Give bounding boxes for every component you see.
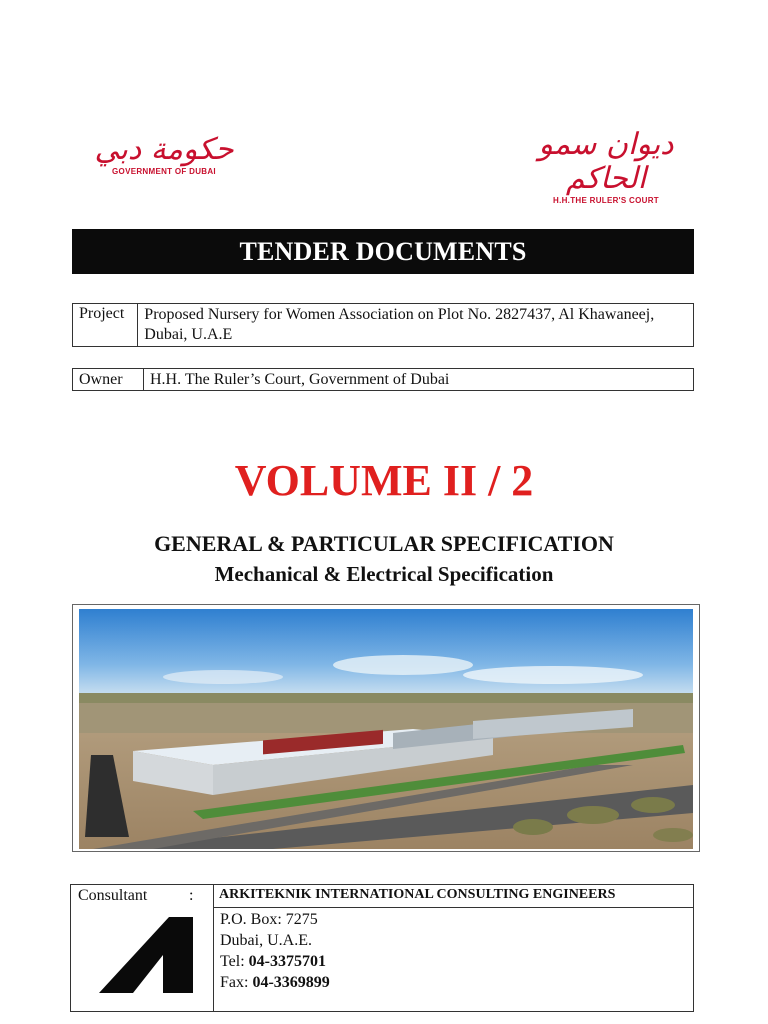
specification-title: GENERAL & PARTICULAR SPECIFICATION (154, 531, 614, 556)
project-label: Project (73, 304, 138, 346)
tender-documents-banner (72, 229, 694, 274)
banner-title: TENDER DOCUMENTS (239, 236, 527, 266)
government-logo-latin: GOVERNMENT OF DUBAI (112, 167, 216, 176)
fax-label: Fax: (220, 974, 253, 991)
consultant-table (70, 884, 694, 1012)
project-table (72, 303, 694, 347)
owner-label: Owner (73, 369, 144, 390)
consultant-label: Consultant (78, 887, 148, 904)
volume-title: VOLUME II / 2 (234, 456, 534, 505)
fax-number: 04-3369899 (252, 974, 330, 991)
court-logo-latin: H.H.THE RULER'S COURT (553, 196, 659, 205)
rulers-court-logo (520, 128, 692, 205)
tel-label: Tel: (220, 953, 249, 970)
government-of-dubai-logo (80, 133, 248, 176)
specification-subtitle: Mechanical & Electrical Specification (214, 562, 554, 586)
telephone-line (220, 951, 330, 972)
owner-table (72, 368, 694, 391)
tel-number: 04-3375701 (248, 953, 326, 970)
court-logo-arabic: ديوان سمو الحاكم (538, 127, 674, 196)
fax-line (220, 972, 330, 993)
po-box: P.O. Box: 7275 (220, 911, 318, 928)
consultant-logo-cell (71, 885, 214, 1011)
arkiteknik-logo-icon (99, 915, 195, 995)
consultant-colon: : (189, 887, 194, 904)
government-logo-arabic: حكومة دبي (94, 132, 234, 167)
building-rendering-svg (73, 605, 699, 851)
firm-name: ARKITEKNIK INTERNATIONAL CONSULTING ENGINEERS (213, 885, 693, 908)
owner-value: H.H. The Ruler’s Court, Government of Dubai (150, 371, 450, 388)
building-rendering-image (72, 604, 700, 852)
city: Dubai, U.A.E. (220, 932, 312, 949)
consultant-address (220, 909, 330, 993)
project-value: Proposed Nursery for Women Association on Plot No. 2827437, Al Khawaneej, Dubai, U.A.E (144, 306, 655, 343)
